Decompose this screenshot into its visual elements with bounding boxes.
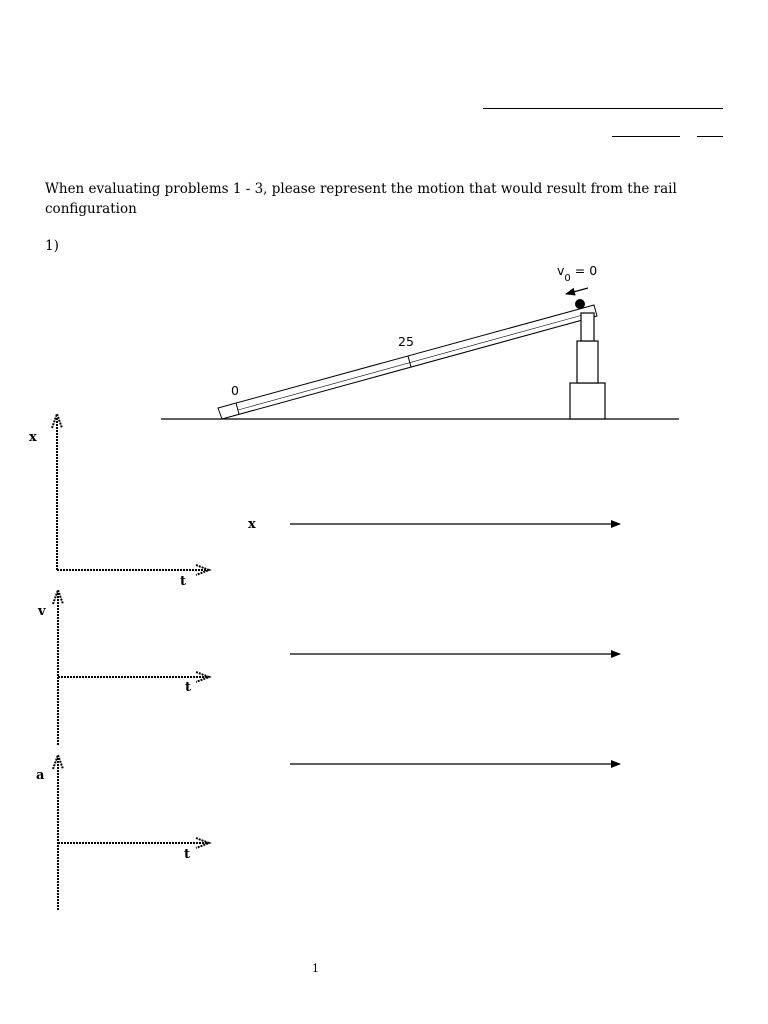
motion-diagram-area (248, 517, 620, 764)
time-axis-label-3: t (184, 847, 191, 862)
acceleration-time-graph (36, 755, 209, 910)
cart-ball (575, 299, 585, 309)
acceleration-axis-label: a (36, 768, 45, 783)
stand-post (581, 313, 594, 341)
inclined-rail (218, 305, 597, 419)
velocity-axis-label: v (38, 604, 46, 619)
problem-number: 1) (45, 238, 59, 254)
rail-diagram (161, 263, 679, 419)
velocity-arrow (566, 288, 588, 294)
motion-diagram-x-label: x (248, 517, 256, 532)
stand-column (577, 341, 598, 383)
page-number: 1 (312, 962, 319, 975)
rail-inner-line (238, 313, 590, 410)
initial-velocity-label: $v_0 = 0$ (557, 263, 598, 284)
mark-label-start: 0 (231, 383, 239, 398)
position-axis-label: x (29, 430, 37, 445)
position-time-graph (29, 414, 209, 589)
stand-base (570, 383, 605, 419)
instructions-text: When evaluating problems 1 - 3, please represent the motion that would result from the rail configuration (45, 181, 677, 217)
time-axis-label-1: t (180, 574, 187, 589)
velocity-time-graph (37, 590, 209, 745)
time-axis-label-2: t (185, 680, 192, 695)
mark-label-mid: 25 (398, 334, 414, 349)
